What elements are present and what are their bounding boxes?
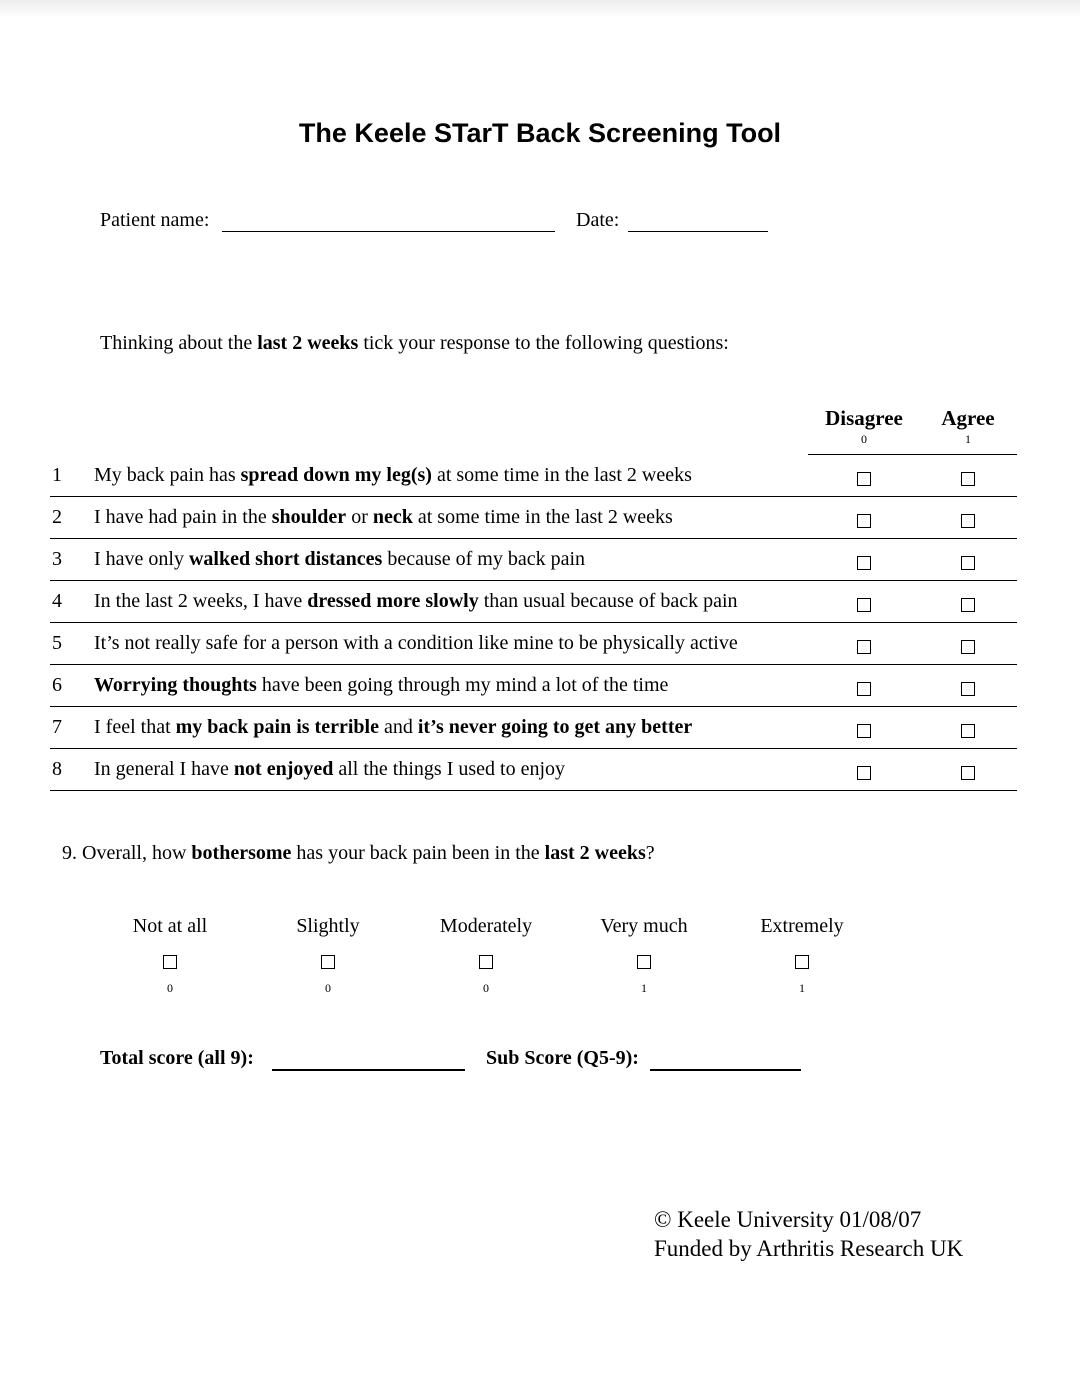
disagree-checkbox[interactable]	[857, 640, 871, 654]
question-text-part: I have only	[94, 548, 189, 570]
disagree-value: 0	[861, 432, 867, 446]
question-text	[94, 716, 692, 739]
row-divider	[50, 580, 1017, 581]
question-text-part: at some time in the last 2 weeks	[412, 506, 673, 528]
question-9-part: last 2 weeks	[544, 842, 646, 864]
agree-checkbox[interactable]	[961, 682, 975, 696]
question-number: 8	[52, 758, 62, 780]
patient-name-label: Patient name:	[100, 209, 210, 231]
question-9-part: has your back pain been in the	[291, 842, 545, 864]
sub-score-label: Sub Score (Q5-9):	[486, 1047, 639, 1069]
question-text-part: walked short distances	[188, 548, 383, 570]
disagree-header: Disagree	[825, 406, 903, 430]
question-text-part: and	[378, 716, 418, 738]
question-text-part: have been going through my mind a lot of the time	[256, 674, 669, 696]
question-text-part: at some time in the last 2 weeks	[431, 464, 692, 486]
question-text	[94, 758, 565, 781]
date-label: Date:	[576, 209, 620, 231]
agree-checkbox[interactable]	[961, 766, 975, 780]
instruction-text	[100, 332, 729, 355]
row-divider	[50, 622, 1017, 623]
bothersome-option-label: Extremely	[760, 915, 844, 937]
question-text-part: dressed more slowly	[307, 590, 479, 612]
question-text-part: It’s not really safe for a person with a condition like mine to be physically active	[94, 632, 738, 654]
question-text	[94, 590, 738, 613]
copyright-line: © Keele University 01/08/07	[654, 1207, 922, 1232]
bothersome-option-checkbox[interactable]	[479, 955, 493, 969]
question-number: 1	[52, 464, 62, 486]
instruction-bold: last 2 weeks	[257, 332, 359, 354]
question-number: 6	[52, 674, 62, 696]
disagree-checkbox[interactable]	[857, 766, 871, 780]
agree-checkbox[interactable]	[961, 598, 975, 612]
bothersome-option-checkbox[interactable]	[637, 955, 651, 969]
date-field[interactable]	[628, 230, 768, 232]
question-text-part: Worrying thoughts	[94, 674, 257, 696]
row-divider	[50, 664, 1017, 665]
disagree-checkbox[interactable]	[857, 556, 871, 570]
bothersome-option-label: Slightly	[296, 915, 360, 937]
agree-checkbox[interactable]	[961, 556, 975, 570]
question-text	[94, 674, 668, 697]
agree-checkbox[interactable]	[961, 640, 975, 654]
question-text-part: shoulder	[271, 506, 347, 528]
total-score-field[interactable]	[272, 1068, 465, 1071]
row-divider	[50, 496, 1017, 497]
question-9-text	[62, 842, 655, 865]
bothersome-option-label: Moderately	[439, 915, 533, 937]
question-9-part: ?	[645, 842, 655, 864]
question-text-part: than usual because of back pain	[478, 590, 738, 612]
disagree-checkbox[interactable]	[857, 598, 871, 612]
disagree-checkbox[interactable]	[857, 514, 871, 528]
question-number: 5	[52, 632, 62, 654]
question-text-part: not enjoyed	[233, 758, 334, 780]
question-text-part: all the things I used to enjoy	[333, 758, 566, 780]
question-9-part: 9. Overall, how	[62, 842, 192, 864]
bothersome-option-value: 0	[325, 981, 331, 995]
agree-header: Agree	[941, 406, 995, 430]
question-text-part: In the last 2 weeks, I have	[94, 590, 308, 612]
question-text-part: I have had pain in the	[94, 506, 272, 528]
top-shade	[0, 0, 1080, 18]
question-number: 7	[52, 716, 62, 738]
row-divider	[50, 748, 1017, 749]
sub-score-field[interactable]	[650, 1068, 801, 1071]
question-text-part: my back pain is terrible	[175, 716, 379, 738]
question-text	[94, 548, 585, 571]
question-text-part: it’s never going to get any better	[417, 716, 693, 738]
funding-line: Funded by Arthritis Research UK	[654, 1236, 964, 1261]
question-text	[94, 506, 673, 529]
agree-value: 1	[965, 432, 971, 446]
question-text-part: In general I have	[94, 758, 234, 780]
question-number: 2	[52, 506, 62, 528]
question-text-part: I feel that	[94, 716, 176, 738]
instruction-post: tick your response to the following questions:	[358, 332, 729, 354]
bothersome-option-checkbox[interactable]	[795, 955, 809, 969]
disagree-checkbox[interactable]	[857, 472, 871, 486]
agree-checkbox[interactable]	[961, 472, 975, 486]
bothersome-option-value: 1	[799, 981, 805, 995]
row-divider	[50, 790, 1017, 791]
bothersome-option-checkbox[interactable]	[163, 955, 177, 969]
question-text	[94, 632, 738, 655]
question-text-part: spread down my leg(s)	[240, 464, 432, 486]
bothersome-option-value: 1	[641, 981, 647, 995]
question-text	[94, 464, 692, 487]
bothersome-option-checkbox[interactable]	[321, 955, 335, 969]
row-divider	[50, 538, 1017, 539]
question-number: 4	[52, 590, 62, 612]
agree-checkbox[interactable]	[961, 514, 975, 528]
row-divider	[50, 706, 1017, 707]
question-text-part: because of my back pain	[382, 548, 586, 570]
bothersome-option-value: 0	[167, 981, 173, 995]
question-text-part: neck	[372, 506, 413, 528]
disagree-checkbox[interactable]	[857, 682, 871, 696]
question-9-part: bothersome	[191, 842, 292, 864]
bothersome-option-label: Very much	[600, 915, 688, 937]
patient-name-field[interactable]	[222, 230, 555, 232]
agree-checkbox[interactable]	[961, 724, 975, 738]
question-text-part: My back pain has	[94, 464, 241, 486]
question-text-part: or	[346, 506, 373, 528]
question-number: 3	[52, 548, 62, 570]
bothersome-option-label: Not at all	[132, 915, 208, 937]
page-title: The Keele STarT Back Screening Tool	[298, 118, 782, 148]
header-rule	[808, 454, 1017, 455]
disagree-checkbox[interactable]	[857, 724, 871, 738]
bothersome-option-value: 0	[483, 981, 489, 995]
total-score-label: Total score (all 9):	[100, 1047, 254, 1069]
instruction-pre: Thinking about the	[100, 332, 258, 354]
